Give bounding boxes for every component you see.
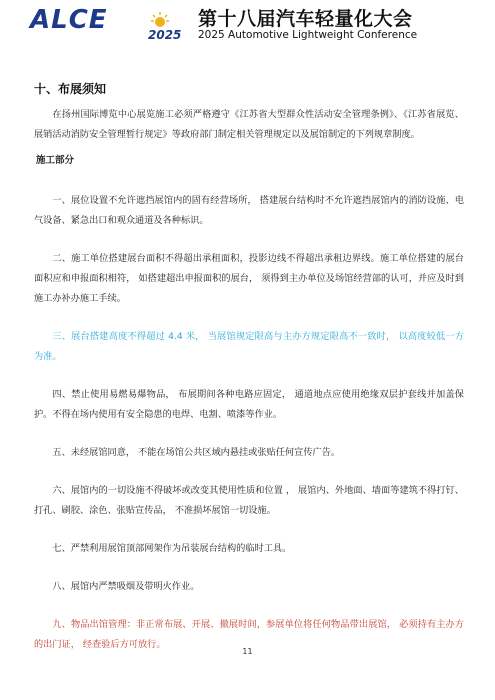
rule-item: 七、严禁利用展馆顶部网架作为吊装展台结构的临时工具。 (52, 543, 292, 554)
rule-item: 四、禁止使用易燃易爆物品， 布展期间各种电路应固定， 通道地点应使用绝缘双层护套线并加盖保护。不得在场内使用有安全隐患的电焊、电割、喷漆等作业。 (34, 389, 464, 420)
conference-title-en: 2025 Automotive Lightweight Conference (198, 29, 418, 41)
rule-item: 八、展馆内严禁吸烟及带明火作业。 (52, 581, 200, 592)
section-title: 十、布展须知 (34, 82, 107, 96)
document-body (34, 80, 464, 673)
conference-title-cn: 第十八届汽车轻量化大会 (198, 8, 413, 30)
alce-logo (30, 6, 190, 46)
page-number: 11 (242, 647, 253, 656)
intro-paragraph: 在扬州国际博览中心展览施工必须严格遵守《江苏省大型群众性活动安全管理条例》、《江苏省展览、展销活动消防安全管理暂行规定》等政府部门制定相关管理规定以及展馆制定的下列规章制度。 (34, 109, 464, 140)
logo-year: 2025 (148, 28, 182, 42)
rule-item-highlighted: 九、物品出馆管理：非正常布展、开展、撤展时间，参展单位将任何物品带出展馆， 必须持有主办方的出门证， 经查验后方可放行。 (34, 619, 464, 650)
page-header (0, 0, 495, 52)
rule-item: 二、施工单位搭建展台面积不得超出承租面积，投影边线不得超出承租边界线。施工单位搭建的展台面积应和申报面积相符， 如搭建超出申报面积的展台， 须得到主办单位及场馆经营部的认可，并应及时到施工办补办施工手续。 (34, 253, 464, 304)
rule-item-highlighted: 三、展台搭建高度不得超过 4.4 米， 当展馆规定限高与主办方规定限高不一致时， 以高度较低一方为准。 (34, 331, 464, 362)
rule-item: 一、展位设置不允许遮挡展馆内的固有经营场所， 搭建展台结构时不允许遮挡展馆内的消防设施、电气设备、紧急出口和观众通道及各种标识。 (34, 195, 464, 226)
subheading: 施工部分 (36, 155, 75, 166)
sun-icon (150, 10, 170, 30)
rule-item: 五、未经展馆同意， 不能在场馆公共区域内悬挂或张贴任何宣传广告。 (52, 447, 341, 458)
rule-item: 六、展馆内的一切设施不得破坏或改变其使用性质和位置 ， 展馆内、外地面、墙面等建筑不得打钉、打孔、刷胶、涂色、张贴宣传品， 不准损坏展馆一切设施。 (34, 485, 464, 516)
logo-text: ALCE (30, 5, 108, 35)
